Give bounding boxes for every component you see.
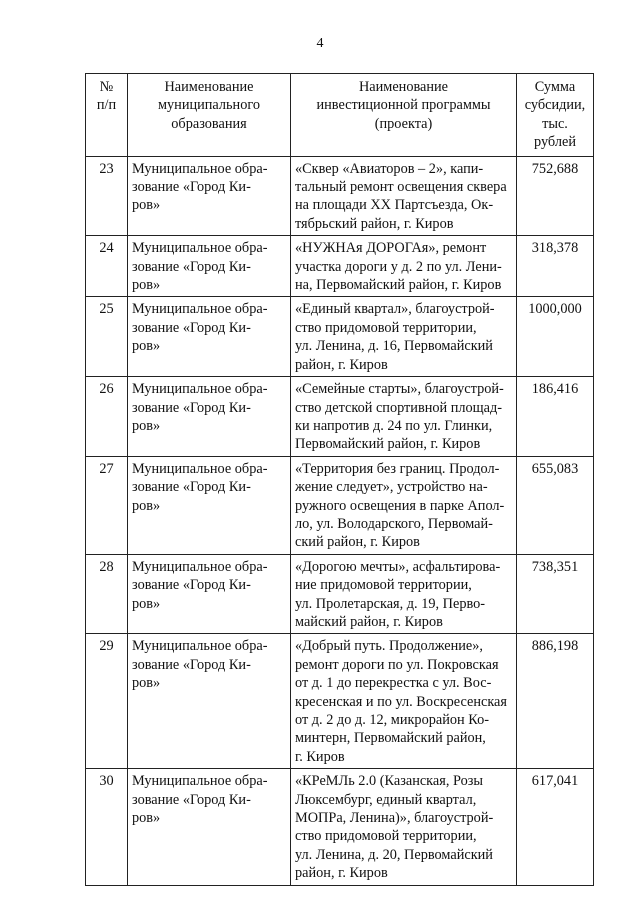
- row-number: 25: [86, 297, 128, 377]
- row-program: «Единый квартал», благоустрой- ство придомовой территории, ул. Ленина, д. 16, Первомайский район, г. Киров: [291, 297, 517, 377]
- row-sum: 655,083: [517, 456, 594, 554]
- header-number: № п/п: [86, 74, 128, 157]
- row-number: 23: [86, 156, 128, 236]
- row-program: «Семейные старты», благоустрой- ство детской спортивной площад- ки напротив д. 24 по ул. Глинки, Первомайский район, г. Киров: [291, 377, 517, 457]
- table-row: [86, 236, 594, 297]
- row-number: 24: [86, 236, 128, 297]
- row-sum: 186,416: [517, 377, 594, 457]
- row-sum: 617,041: [517, 769, 594, 885]
- row-municipality: Муниципальное обра- зование «Город Ки- ров»: [128, 634, 291, 769]
- row-number: 27: [86, 456, 128, 554]
- table-row: [86, 456, 594, 554]
- row-number: 29: [86, 634, 128, 769]
- table-row: [86, 156, 594, 236]
- row-number: 28: [86, 554, 128, 634]
- table-row: [86, 377, 594, 457]
- row-sum: 1000,000: [517, 297, 594, 377]
- row-municipality: Муниципальное обра- зование «Город Ки- ров»: [128, 236, 291, 297]
- row-municipality: Муниципальное обра- зование «Город Ки- ров»: [128, 377, 291, 457]
- row-program: «Добрый путь. Продолжение», ремонт дороги по ул. Покровская от д. 1 до перекрестка с ул. Вос- кресенская и по ул. Воскресенская от д. 2 до д. 12, микрорайон Ко- минтерн, Первомайский район, г. Киров: [291, 634, 517, 769]
- row-municipality: Муниципальное обра- зование «Город Ки- ров»: [128, 554, 291, 634]
- page-number: 4: [316, 36, 324, 51]
- row-program: «НУЖНАя ДОРОГАя», ремонт участка дороги у д. 2 по ул. Лени- на, Первомайский район, г. Киров: [291, 236, 517, 297]
- subsidy-table: [85, 73, 594, 886]
- row-program: «Территория без границ. Продол- жение следует», устройство на- ружного освещения в парке Апол- ло, ул. Володарского, Первомай- ский район, г. Киров: [291, 456, 517, 554]
- row-sum: 318,378: [517, 236, 594, 297]
- row-number: 26: [86, 377, 128, 457]
- row-municipality: Муниципальное обра- зование «Город Ки- ров»: [128, 156, 291, 236]
- header-municipality: Наименование муниципального образования: [128, 74, 291, 157]
- row-municipality: Муниципальное обра- зование «Город Ки- ров»: [128, 769, 291, 885]
- row-municipality: Муниципальное обра- зование «Город Ки- ров»: [128, 297, 291, 377]
- header-sum: Сумма субсидии, тыс. рублей: [517, 74, 594, 157]
- table-row: [86, 769, 594, 885]
- row-program: «КРеМЛь 2.0 (Казанская, Розы Люксембург, единый квартал, МОПРа, Ленина)», благоустрой- ство придомовой территории, ул. Ленина, д. 20, Первомайский район, г. Киров: [291, 769, 517, 885]
- table-row: [86, 634, 594, 769]
- row-program: «Дорогою мечты», асфальтирова- ние придомовой территории, ул. Пролетарская, д. 19, Перво- майский район, г. Киров: [291, 554, 517, 634]
- header-program: Наименование инвестиционной программы (проекта): [291, 74, 517, 157]
- table-row: [86, 554, 594, 634]
- row-program: «Сквер «Авиаторов – 2», капи- тальный ремонт освещения сквера на площади XX Партсъезда, Ок- тябрьский район, г. Киров: [291, 156, 517, 236]
- row-sum: 738,351: [517, 554, 594, 634]
- table-row: [86, 297, 594, 377]
- row-sum: 752,688: [517, 156, 594, 236]
- row-sum: 886,198: [517, 634, 594, 769]
- row-municipality: Муниципальное обра- зование «Город Ки- ров»: [128, 456, 291, 554]
- table-header-row: [86, 74, 594, 157]
- row-number: 30: [86, 769, 128, 885]
